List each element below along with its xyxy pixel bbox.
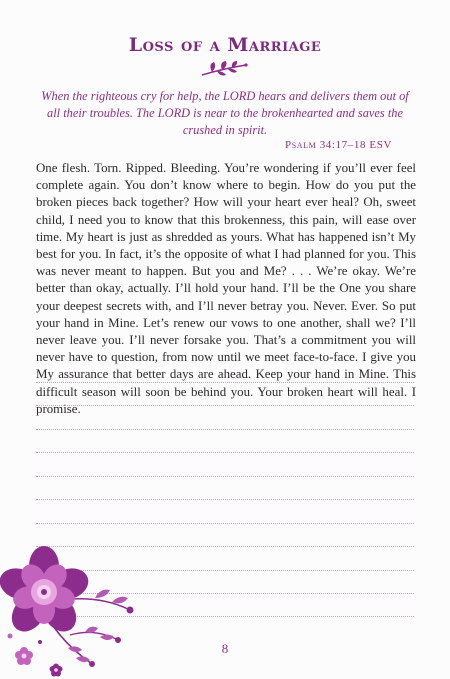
journal-line (36, 382, 414, 383)
verse-reference: Psalm 34:17–18 ESV (285, 139, 392, 151)
page-title: Loss of a Marriage (128, 34, 322, 56)
flower-ornament-icon (0, 540, 150, 679)
journal-line (36, 523, 414, 524)
journal-line (36, 429, 414, 430)
journal-line (36, 499, 414, 500)
leaf-sprig-icon (198, 60, 250, 78)
journal-line (36, 476, 414, 477)
journal-line (36, 405, 414, 406)
page-number: 8 (221, 641, 229, 656)
scripture-verse: When the righteous cry for help, the LORD hears and delivers them out of all their troubles. The LORD is near to the brokenhearted and saves the crushed in spirit. (41, 89, 409, 137)
journal-line (36, 452, 414, 453)
devotional-body: One flesh. Torn. Ripped. Bleeding. You’re wondering if you’ll ever feel complete again. You don’t know where to begin. How do you put the broken pieces back together? How will your heart ever heal? Oh, sweet child, I need you to know that this brokenness, this pain, will ease over time. My heart is just as shredded as yours. What has happened isn’t My best for you. In fact, it’s the opposite of what I had planned for you. This was never meant to happen. But you and Me? . . . We’re okay. We’re better than okay, actually. I’ll hold your hand. I’ll be the One you share your deepest secrets with, and I’ll never betray you. Never. Ever. So put your hand in Mine. Let’s renew our vows to one another, shall we? I’ll never leave you. I’ll never forsake you. That’s a commitment you will never have to question, from now until we meet face-to-face. I give you My assurance that better days are ahead. Keep your hand in Mine. This difficult season will soon be behind you. Your broken heart will heal. I promise. (36, 161, 416, 416)
